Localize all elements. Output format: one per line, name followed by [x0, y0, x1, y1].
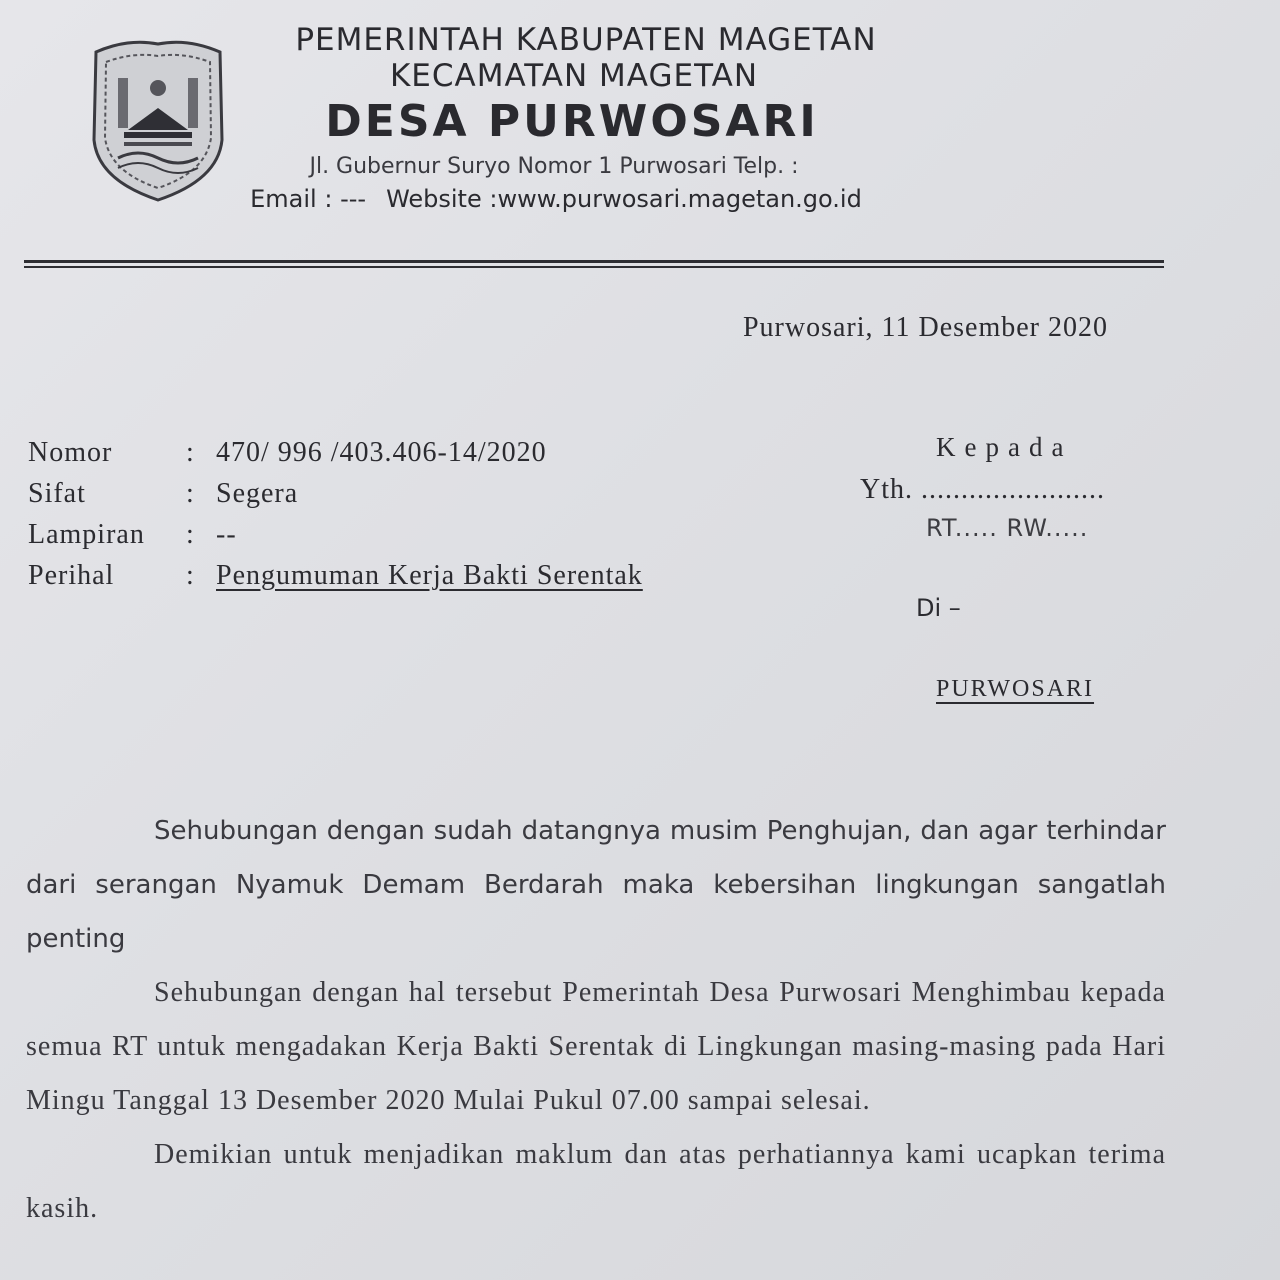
recipient-yth: Yth. ....................... [860, 474, 1105, 505]
letter-meta [28, 432, 643, 596]
letterhead [250, 22, 950, 216]
meta-colon: : [186, 559, 195, 591]
recipient-place: PURWOSARI [936, 676, 1095, 702]
meta-row-sifat [28, 473, 643, 514]
letterhead-district: KECAMATAN MAGETAN [389, 58, 759, 94]
meta-label: Nomor [28, 436, 113, 468]
letterhead-village: DESA PURWOSARI [325, 96, 819, 147]
meta-label: Perihal [28, 559, 115, 591]
letterhead-website: Website :www.purwosari.magetan.go.id [386, 185, 862, 213]
meta-value-nomor: 470/ 996 /403.406-14/2020 [216, 436, 547, 468]
meta-row-perihal [28, 555, 643, 596]
meta-row-nomor [28, 432, 643, 473]
body-paragraph-2: Sehubungan dengan hal tersebut Pemerintah Desa Purwosari Menghimbau kepada semua RT untuk mengadakan Kerja Bakti Serentak di Lingkungan masing-masing pada Hari Mingu Tanggal 13 Desember 2020 Mulai Pukul 07.00 sampai selesai. [26, 977, 1166, 1116]
meta-row-lampiran [28, 514, 643, 555]
meta-colon: : [186, 518, 195, 550]
recipient-di: Di – [916, 594, 961, 622]
letterhead-government: PEMERINTAH KABUPATEN MAGETAN [295, 22, 877, 58]
meta-value-perihal: Pengumuman Kerja Bakti Serentak [216, 559, 643, 591]
letterhead-contact [206, 182, 906, 216]
recipient-rt-rw: RT..... RW..... [926, 514, 1089, 542]
meta-colon: : [186, 436, 195, 468]
letterhead-email: Email : --- [250, 185, 367, 213]
letterhead-divider-thick [24, 260, 1164, 263]
body-paragraph-3: Demikian untuk menjadikan maklum dan atas perhatiannya kami ucapkan terima kasih. [26, 1139, 1166, 1224]
recipient-kepada: Kepada [936, 432, 1073, 462]
meta-label: Lampiran [28, 518, 145, 550]
meta-label: Sifat [28, 477, 86, 509]
body-paragraph-1: Sehubungan dengan sudah datangnya musim Penghujan, dan agar terhindar dari serangan Nyamuk Demam Berdarah maka kebersihan lingkungan sangatlah penting [26, 816, 1166, 954]
meta-colon: : [186, 477, 195, 509]
letter-date: Purwosari, 11 Desember 2020 [742, 312, 1108, 343]
letterhead-divider-thin [24, 266, 1164, 268]
letterhead-address: Jl. Gubernur Suryo Nomor 1 Purwosari Telp. : [309, 154, 799, 179]
meta-value-sifat: Segera [216, 477, 299, 509]
meta-value-lampiran: -- [216, 518, 237, 550]
letter-body [26, 804, 1166, 1236]
